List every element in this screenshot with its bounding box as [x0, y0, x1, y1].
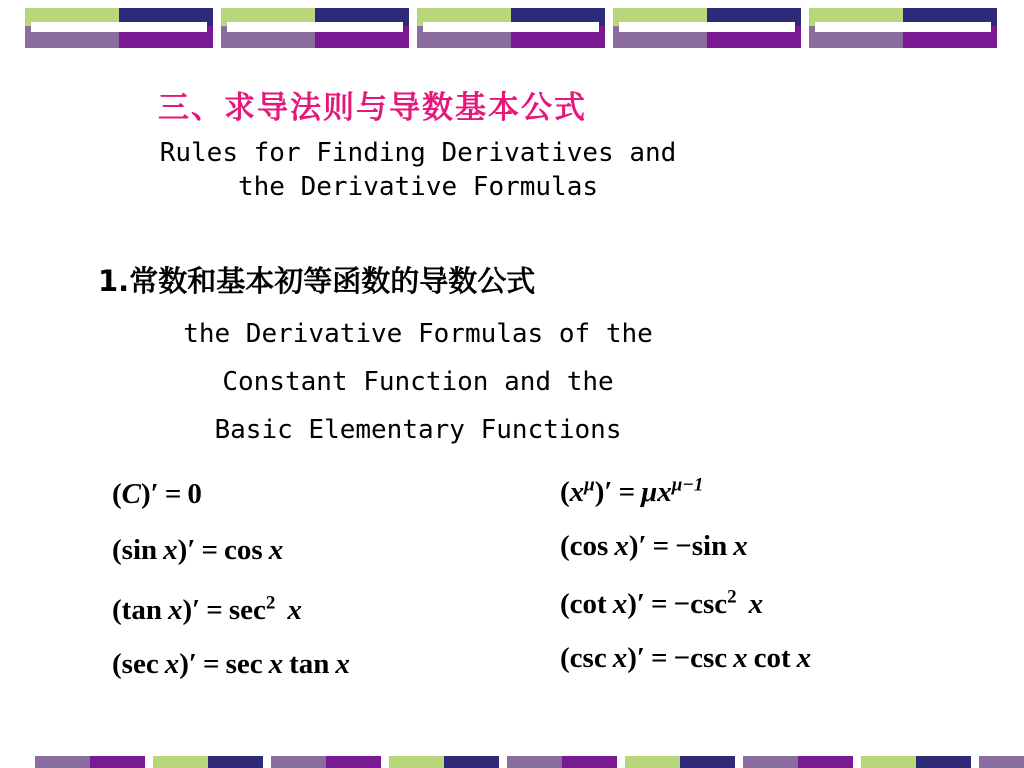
- band-tile: [809, 8, 997, 48]
- slide-title-english-line: the Derivative Formulas: [237, 172, 599, 202]
- section-title-chinese: 1.常数和基本初等函数的导数公式: [98, 264, 536, 298]
- variable-x: x: [335, 648, 350, 680]
- variable-x: x: [287, 594, 302, 626]
- variable-x: x: [268, 648, 284, 680]
- exponent: μ−1: [671, 474, 704, 496]
- variable-x: x: [569, 476, 585, 508]
- function-name: cos: [224, 534, 263, 566]
- paren: (: [112, 594, 122, 626]
- bottom-decorative-band: [0, 756, 1024, 768]
- variable-x: x: [268, 534, 284, 566]
- band-tile: [389, 756, 499, 768]
- paren: (: [112, 534, 122, 566]
- function-name: cot: [569, 588, 607, 620]
- minus-sign: −: [675, 530, 692, 562]
- variable-x: x: [796, 642, 812, 674]
- minus-sign: −: [673, 588, 691, 620]
- symbol-c: C: [121, 478, 142, 510]
- slide-title-english-line: Rules for Finding Derivatives and: [159, 138, 677, 168]
- formula-constant: [112, 478, 202, 511]
- variable-x: x: [748, 588, 764, 620]
- paren-prime: )′: [594, 476, 613, 508]
- function-name: sec: [225, 648, 263, 680]
- formula-csc: [560, 642, 811, 675]
- formula-cos: [560, 530, 748, 563]
- symbol-mu: μ: [641, 476, 658, 508]
- exponent: 2: [265, 592, 276, 614]
- equals-sign: =: [206, 594, 223, 626]
- band-tile: [625, 756, 735, 768]
- band-tile: [613, 8, 801, 48]
- function-name: tan: [289, 648, 330, 680]
- slide-title-chinese: 三、求导法则与导数基本公式: [158, 90, 587, 126]
- function-name: tan: [121, 594, 162, 626]
- section-title-english: [60, 310, 776, 454]
- variable-x: x: [612, 588, 628, 620]
- band-tile: [861, 756, 971, 768]
- paren-prime: )′: [627, 588, 646, 620]
- formula-power: [560, 476, 703, 509]
- band-tile: [25, 8, 213, 48]
- function-name: csc: [690, 642, 728, 674]
- section-title-english-line: the Derivative Formulas of the: [183, 319, 653, 349]
- equals-sign: =: [651, 588, 668, 620]
- band-tile: [417, 8, 605, 48]
- variable-x: x: [163, 534, 178, 566]
- formula-tan: [112, 594, 302, 627]
- function-name: sec: [228, 594, 266, 626]
- variable-x: x: [614, 530, 629, 562]
- paren: (: [112, 478, 122, 510]
- slide-title-english: [60, 136, 776, 204]
- exponent: 2: [727, 586, 737, 608]
- paren-prime: )′: [177, 534, 196, 566]
- paren: (: [112, 648, 122, 680]
- paren-prime: )′: [627, 642, 646, 674]
- function-name: sin: [691, 530, 728, 562]
- variable-x: x: [167, 594, 183, 626]
- equals-sign: =: [652, 530, 670, 562]
- paren: (: [560, 588, 570, 620]
- variable-x: x: [733, 530, 748, 562]
- paren-prime: )′: [179, 648, 198, 680]
- formula-result: 0: [187, 478, 202, 510]
- function-name: csc: [690, 588, 728, 620]
- band-tile: [221, 8, 409, 48]
- function-name: cos: [569, 530, 609, 562]
- formula-cot: [560, 588, 763, 621]
- band-tile: [35, 756, 145, 768]
- section-title-english-line: Constant Function and the: [222, 367, 614, 397]
- function-name: sin: [121, 534, 158, 566]
- variable-x: x: [733, 642, 748, 674]
- function-name: csc: [569, 642, 607, 674]
- equals-sign: =: [164, 478, 182, 510]
- paren-prime: )′: [141, 478, 159, 510]
- exponent: μ: [584, 474, 595, 496]
- equals-sign: =: [201, 534, 219, 566]
- minus-sign: −: [673, 642, 691, 674]
- section-title-english-line: Basic Elementary Functions: [214, 415, 622, 445]
- paren-prime: )′: [628, 530, 647, 562]
- function-name: cot: [753, 642, 791, 674]
- equals-sign: =: [618, 476, 636, 508]
- variable-x: x: [612, 642, 628, 674]
- function-name: sec: [121, 648, 159, 680]
- paren: (: [560, 476, 570, 508]
- band-tile: [507, 756, 617, 768]
- band-tile: [979, 756, 1024, 768]
- paren: (: [560, 530, 570, 562]
- paren: (: [560, 642, 570, 674]
- formula-sec: [112, 648, 350, 681]
- band-tile: [271, 756, 381, 768]
- variable-x: x: [164, 648, 180, 680]
- band-tile: [153, 756, 263, 768]
- band-tile: [743, 756, 853, 768]
- equals-sign: =: [651, 642, 668, 674]
- variable-x: x: [657, 476, 672, 508]
- paren-prime: )′: [182, 594, 201, 626]
- top-decorative-band: [0, 8, 1024, 48]
- equals-sign: =: [203, 648, 220, 680]
- formula-sin: [112, 534, 283, 567]
